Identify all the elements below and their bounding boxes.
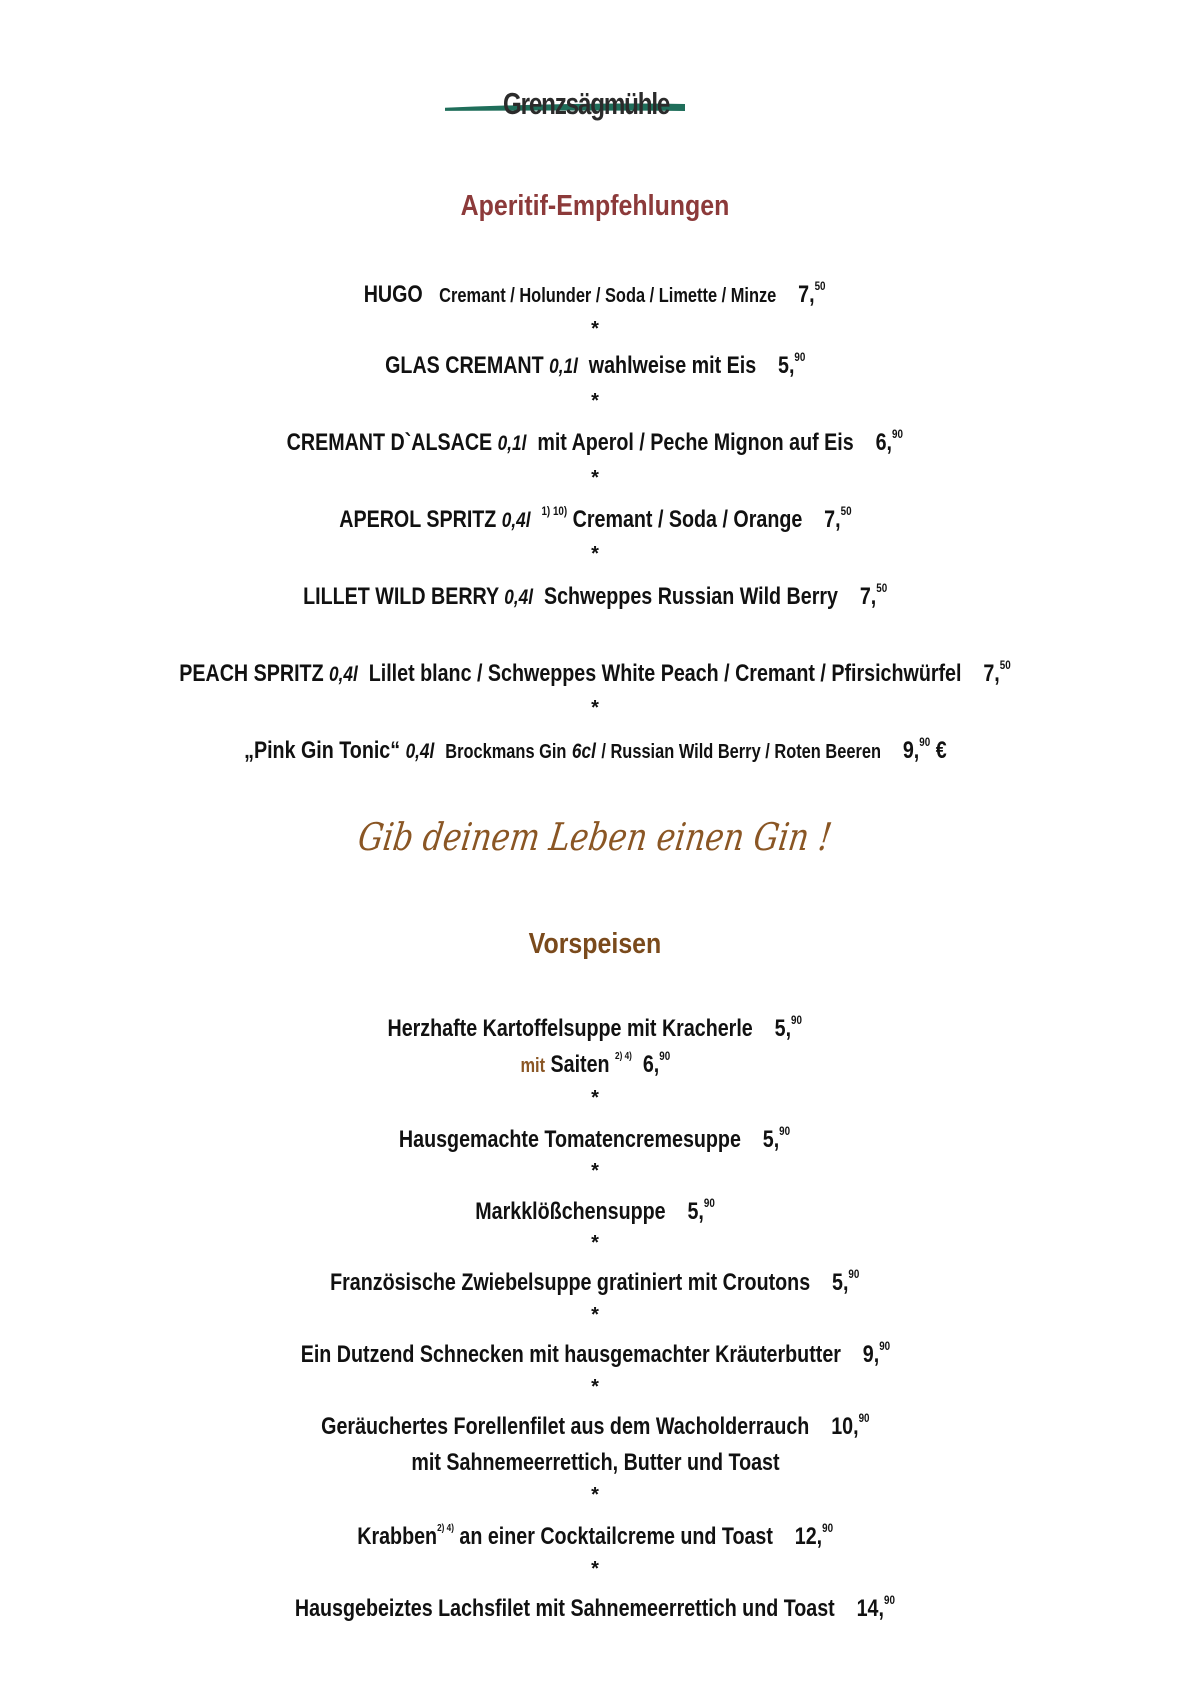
item-desc: mit Sahnemeerrettich, Butter und Toast xyxy=(410,1449,780,1476)
item-desc: Cremant / Holunder / Soda / Limette / Minze xyxy=(439,285,777,307)
item-desc: Lillet blanc / Schweppes White Peach / Cremant / Pfirsichwürfel xyxy=(368,660,962,687)
item-price-cents: 90 xyxy=(791,1013,803,1027)
separator: * xyxy=(591,1558,599,1580)
allergen-notes: 2) 4) xyxy=(614,1051,632,1062)
item-price: 9, xyxy=(902,737,919,764)
item-price: 12, xyxy=(794,1523,822,1550)
item-name: Markklößchensuppe xyxy=(475,1198,666,1225)
aperitif-item-hugo xyxy=(0,281,1190,309)
item-price-cents: 50 xyxy=(814,279,826,293)
starter-item-tomatencremesuppe xyxy=(0,1126,1190,1154)
item-desc: wahlweise mit Eis xyxy=(588,352,756,379)
restaurant-logo xyxy=(445,82,735,142)
item-size: 0,1l xyxy=(497,432,527,455)
item-price-cents: 50 xyxy=(999,658,1011,672)
currency-symbol: € xyxy=(935,737,947,764)
aperitif-item-lillet-wild-berry xyxy=(0,583,1190,611)
gin-slogan: Gib deinem Leben einen Gin ! xyxy=(355,815,835,859)
separator: * xyxy=(591,1160,599,1182)
separator: * xyxy=(591,697,599,719)
item-desc: Cremant / Soda / Orange xyxy=(572,506,802,533)
allergen-notes: 1) 10) xyxy=(541,504,567,518)
item-extra-name: Saiten xyxy=(550,1051,610,1078)
separator: * xyxy=(591,390,599,412)
item-price: 6, xyxy=(875,429,893,456)
item-name: CREMANT D`ALSACE xyxy=(286,429,493,456)
item-price-cents: 50 xyxy=(840,504,852,518)
separator: * xyxy=(591,1304,599,1326)
item-price-cents: 90 xyxy=(779,1124,791,1138)
starter-item-zwiebelsuppe xyxy=(0,1269,1190,1297)
item-price: 5, xyxy=(687,1198,704,1225)
item-price: 10, xyxy=(830,1413,859,1440)
item-name: GLAS CREMANT xyxy=(384,352,544,379)
item-name: PEACH SPRITZ xyxy=(179,660,324,687)
item-price: 7, xyxy=(859,583,877,610)
starter-item-kartoffelsuppe xyxy=(0,1015,1190,1043)
item-price-cents: 90 xyxy=(918,735,930,749)
item-extra-prefix: mit xyxy=(520,1055,545,1077)
starter-item-markkloesschensuppe xyxy=(0,1198,1190,1226)
item-name: Ein Dutzend Schnecken mit hausgemachter Kräuterbutter xyxy=(300,1341,841,1368)
separator: * xyxy=(591,467,599,489)
separator: * xyxy=(591,318,599,340)
item-name: Herzhafte Kartoffelsuppe mit Kracherle xyxy=(387,1015,754,1042)
aperitif-item-aperol-spritz xyxy=(0,506,1190,534)
section-title-vorspeisen: Vorspeisen xyxy=(528,928,662,960)
starter-item-forellenfilet xyxy=(0,1413,1190,1441)
item-price: 5, xyxy=(763,1126,780,1153)
item-name: „Pink Gin Tonic“ xyxy=(243,737,400,764)
item-name: HUGO xyxy=(364,281,424,308)
item-price-cents: 90 xyxy=(658,1049,670,1063)
item-price-cents: 90 xyxy=(884,1593,896,1607)
item-name: Krabben xyxy=(357,1523,437,1550)
item-price: 5, xyxy=(832,1269,849,1296)
item-price-cents: 90 xyxy=(794,350,806,364)
item-price-cents: 50 xyxy=(876,581,888,595)
item-price: 5, xyxy=(777,352,795,379)
starter-item-schnecken xyxy=(0,1341,1190,1369)
item-name: Hausgebeiztes Lachsfilet mit Sahnemeerrettich und Toast xyxy=(294,1595,835,1622)
item-desc: an einer Cocktailcreme und Toast xyxy=(459,1523,773,1550)
aperitif-item-cremant-alsace xyxy=(0,429,1190,457)
item-price: 6, xyxy=(642,1051,659,1078)
section-title-aperitif: Aperitif-Empfehlungen xyxy=(460,190,730,222)
starter-item-krabben xyxy=(0,1523,1190,1551)
item-price: 7, xyxy=(798,281,815,308)
item-price-cents: 90 xyxy=(821,1521,833,1535)
item-size: 0,1l xyxy=(548,355,578,378)
item-name: Französische Zwiebelsuppe gratiniert mit Croutons xyxy=(330,1269,811,1296)
item-price: 7, xyxy=(983,660,1000,687)
item-price: 5, xyxy=(774,1015,792,1042)
item-size: 6cl xyxy=(571,740,596,763)
item-size: 0,4l xyxy=(329,663,358,686)
item-price-cents: 90 xyxy=(703,1196,715,1210)
separator: * xyxy=(591,1232,599,1254)
item-price: 14, xyxy=(856,1595,885,1622)
item-name: Geräuchertes Forellenfilet aus dem Wacholderrauch xyxy=(320,1413,809,1440)
item-desc: mit Aperol / Peche Mignon auf Eis xyxy=(537,429,854,456)
separator: * xyxy=(591,1087,599,1109)
item-desc: / Russian Wild Berry / Roten Beeren xyxy=(600,741,881,763)
item-name: Hausgemachte Tomatencremesuppe xyxy=(399,1126,742,1153)
item-size: 0,4l xyxy=(405,740,434,763)
separator: * xyxy=(591,1376,599,1398)
separator: * xyxy=(591,543,599,565)
item-price: 7, xyxy=(823,506,841,533)
item-price-cents: 90 xyxy=(878,1339,890,1353)
aperitif-item-peach-spritz xyxy=(0,660,1190,688)
item-price: 9, xyxy=(862,1341,879,1368)
item-desc: Schweppes Russian Wild Berry xyxy=(543,583,838,610)
item-price-cents: 90 xyxy=(848,1267,860,1281)
starter-item-lachsfilet xyxy=(0,1595,1190,1623)
starter-item-forellenfilet-detail xyxy=(0,1449,1190,1477)
item-price-cents: 90 xyxy=(858,1411,870,1425)
aperitif-item-pink-gin-tonic xyxy=(0,737,1190,765)
separator: * xyxy=(591,1484,599,1506)
item-price-cents: 90 xyxy=(892,427,904,441)
allergen-notes: 2) 4) xyxy=(436,1523,454,1534)
item-size: 0,4l xyxy=(504,586,533,609)
item-desc: Brockmans Gin xyxy=(444,741,567,763)
starter-item-kartoffelsuppe-saiten xyxy=(0,1051,1190,1079)
logo-text: Grenzsägmühle xyxy=(503,86,670,121)
item-size: 0,4l xyxy=(501,509,531,532)
item-name: LILLET WILD BERRY xyxy=(302,583,499,610)
aperitif-item-glas-cremant xyxy=(0,352,1190,380)
item-name: APEROL SPRITZ xyxy=(338,506,496,533)
